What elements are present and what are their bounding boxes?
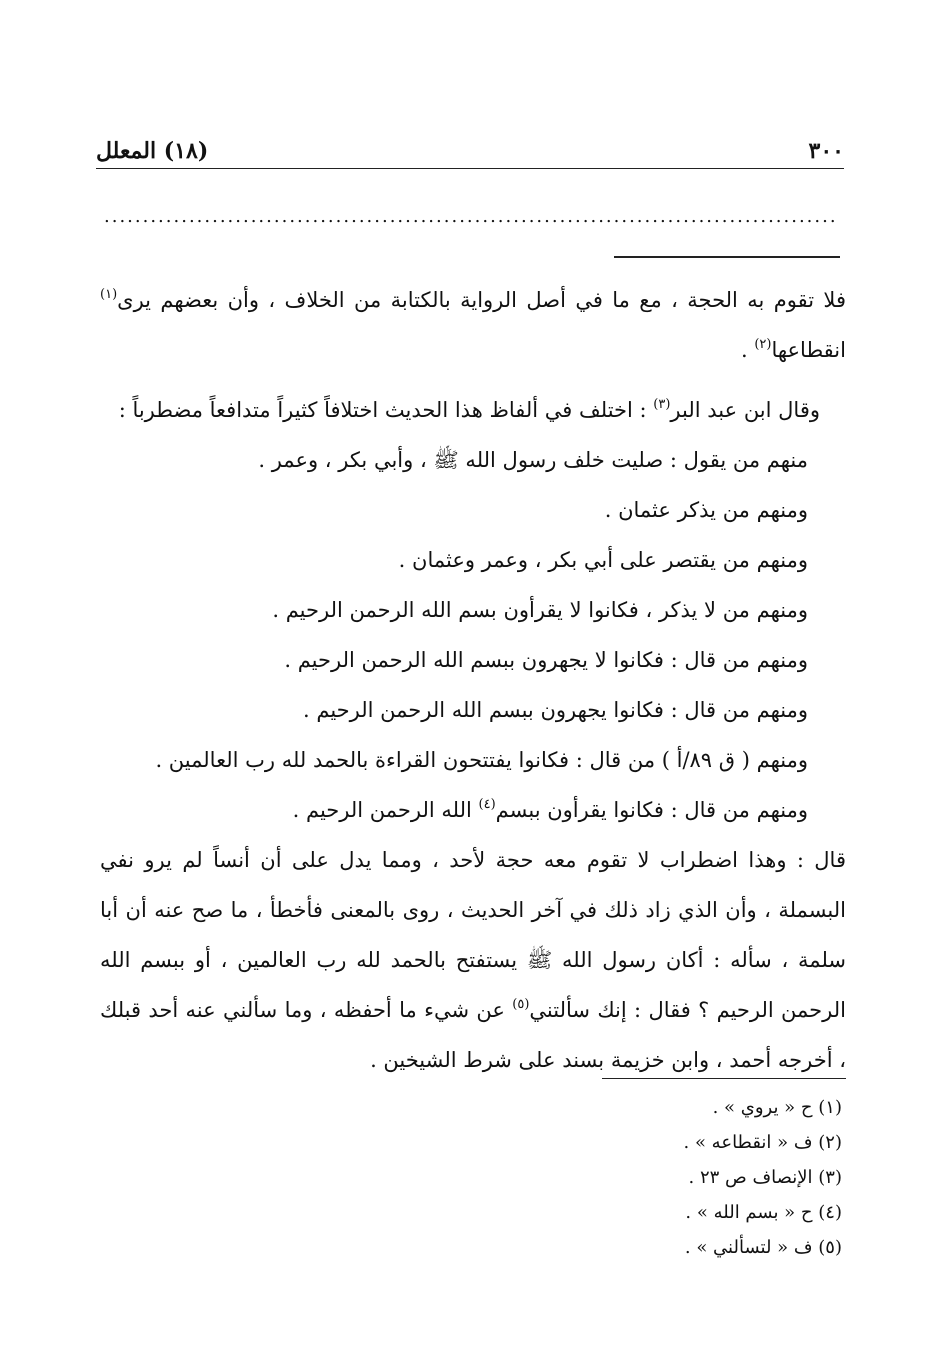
paragraph-3-text: قال : وهذا اضطراب لا تقوم معه حجة لأحد ، ومما يدل على أن أنساً لم يرو نفي البسملة ، وأن الذي زاد ذلك في آخر الحديث ، روى بالمعنى فأخطأ ، ما صح عنه أن أبا سلمة ، سأله : أكان رسول الله ﷺ يستفتح بالحمد لله رب العالمين ، أو ببسم الله الرحمن الرحيم ؟ فقال : إنك سألتني xyxy=(100,848,846,1022)
footnote-ref-3: (٣) xyxy=(653,397,671,412)
footnote-ref-5: (٥) xyxy=(512,997,530,1012)
footnote-rule xyxy=(602,1078,846,1079)
paragraph-1 xyxy=(100,275,846,375)
list-item: منهم من يقول : صليت خلف رسول الله ﷺ ، وأبي بكر ، وعمر . xyxy=(258,448,808,472)
footnote-ref-2: (٢) xyxy=(754,337,772,352)
paragraph-2-text-b: : اختلف في ألفاظ هذا الحديث اختلافاً كثيراً متدافعاً مضطرباً : xyxy=(118,398,654,422)
list-item: ومنهم من قال : فكانوا لا يجهرون ببسم الله الرحمن الرحيم . xyxy=(284,648,808,672)
list-item: ومنهم من يذكر عثمان . xyxy=(604,498,808,522)
main-text xyxy=(100,275,846,1085)
ellipsis-line: ............................................................................................... xyxy=(104,206,838,227)
footnotes xyxy=(300,1090,842,1265)
section-rule xyxy=(614,256,840,258)
footnote: (٢) ف « انقطاعه » . xyxy=(683,1132,842,1153)
footnote: (٣) الإنصاف ص ٢٣ . xyxy=(688,1167,842,1188)
list-item: ومنهم من يقتصر على أبي بكر ، وعمر وعثمان . xyxy=(398,548,808,572)
list-item: ومنهم من قال : فكانوا يجهرون ببسم الله الرحمن الرحيم . xyxy=(303,698,808,722)
footnote-ref-1: (١) xyxy=(100,287,118,302)
footnote: (٥) ف « لتسألني » . xyxy=(684,1237,842,1258)
paragraph-1-text: فلا تقوم به الحجة ، مع ما في أصل الرواية بالكتابة من الخلاف ، وأن بعضهم يرى xyxy=(117,288,846,312)
list-item: ومنهم ( ق ٨٩/أ ) من قال : فكانوا يفتتحون القراءة بالحمد لله رب العالمين . xyxy=(155,748,808,772)
paragraph-1-text-c: . xyxy=(740,338,755,362)
paragraph-2 xyxy=(100,385,846,435)
list-item-text-b: الله الرحمن الرحيم . xyxy=(292,798,479,822)
list-item-text: ومنهم من قال : فكانوا يقرأون ببسم xyxy=(495,798,808,822)
page-number: ٣٠٠ xyxy=(808,138,844,164)
footnote-ref-4: (٤) xyxy=(478,797,496,812)
paragraph-3 xyxy=(100,835,846,1085)
running-title: (١٨) المعلل xyxy=(96,138,209,164)
page-header xyxy=(96,138,844,168)
footnote: (٤) ح « بسم الله » . xyxy=(685,1202,842,1223)
footnote: (١) ح « يروي » . xyxy=(712,1097,842,1118)
list-item xyxy=(100,785,846,835)
paragraph-1-text-b: انقطاعها xyxy=(771,338,846,362)
list-item: ومنهم من لا يذكر ، فكانوا لا يقرأون بسم الله الرحمن الرحيم . xyxy=(272,598,808,622)
header-rule xyxy=(96,168,844,169)
paragraph-3-text-b: عن شيء ما أحفظه ، وما سألني عنه أحد قبلك ، أخرجه أحمد ، وابن خزيمة بسند على شرط الشيخين . xyxy=(100,998,846,1072)
paragraph-2-text: وقال ابن عبد البر xyxy=(670,398,820,422)
